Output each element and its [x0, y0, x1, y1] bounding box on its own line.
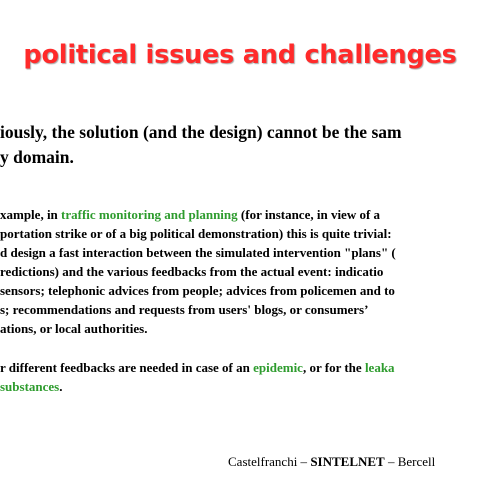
paragraph-1-text: xample, in	[0, 207, 62, 222]
paragraph-2-line-2	[0, 379, 63, 395]
paragraph-1-line-3: d design a fast interaction between the simulated intervention "plans" (	[0, 245, 396, 260]
paragraph-1-line-4: redictions) and the various feedbacks from the actual event: indicatio	[0, 264, 384, 279]
highlight-leakage: leaka	[364, 360, 395, 375]
paragraph-1-line-6: s; recommendations and requests from users' blogs, or consumers’	[0, 302, 369, 317]
paragraph-2-text: r different feedbacks are needed in case of an	[0, 360, 254, 375]
highlight-substances: substances	[0, 379, 60, 394]
paragraph-1-line-7: ations, or local authorities.	[0, 321, 148, 336]
highlight-epidemic: epidemic	[253, 360, 303, 375]
paragraph-1-line-2: portation strike or of a big political demonstration) this is quite trivial:	[0, 226, 392, 241]
lead-line-1: iously, the solution (and the design) cannot be the sam	[0, 122, 402, 142]
paragraph-2-text: , or for the	[302, 360, 365, 375]
footer-project: SINTELNET	[310, 454, 385, 469]
highlight-traffic: traffic monitoring and planning	[61, 207, 238, 222]
paragraph-2-line-1	[0, 360, 395, 376]
footer-author: Castelfranchi –	[228, 454, 311, 469]
slide-title: political issues and challenges	[23, 40, 457, 70]
lead-line-2: y domain.	[0, 147, 74, 167]
paragraph-1-line-5: sensors; telephonic advices from people; advices from policemen and to	[0, 283, 395, 298]
paragraph-2-text: .	[59, 379, 63, 394]
slide-footer	[228, 454, 435, 470]
paragraph-1-text: (for instance, in view of a	[237, 207, 381, 222]
paragraph-1-line-1	[0, 207, 380, 223]
footer-location: – Bercell	[384, 454, 436, 469]
